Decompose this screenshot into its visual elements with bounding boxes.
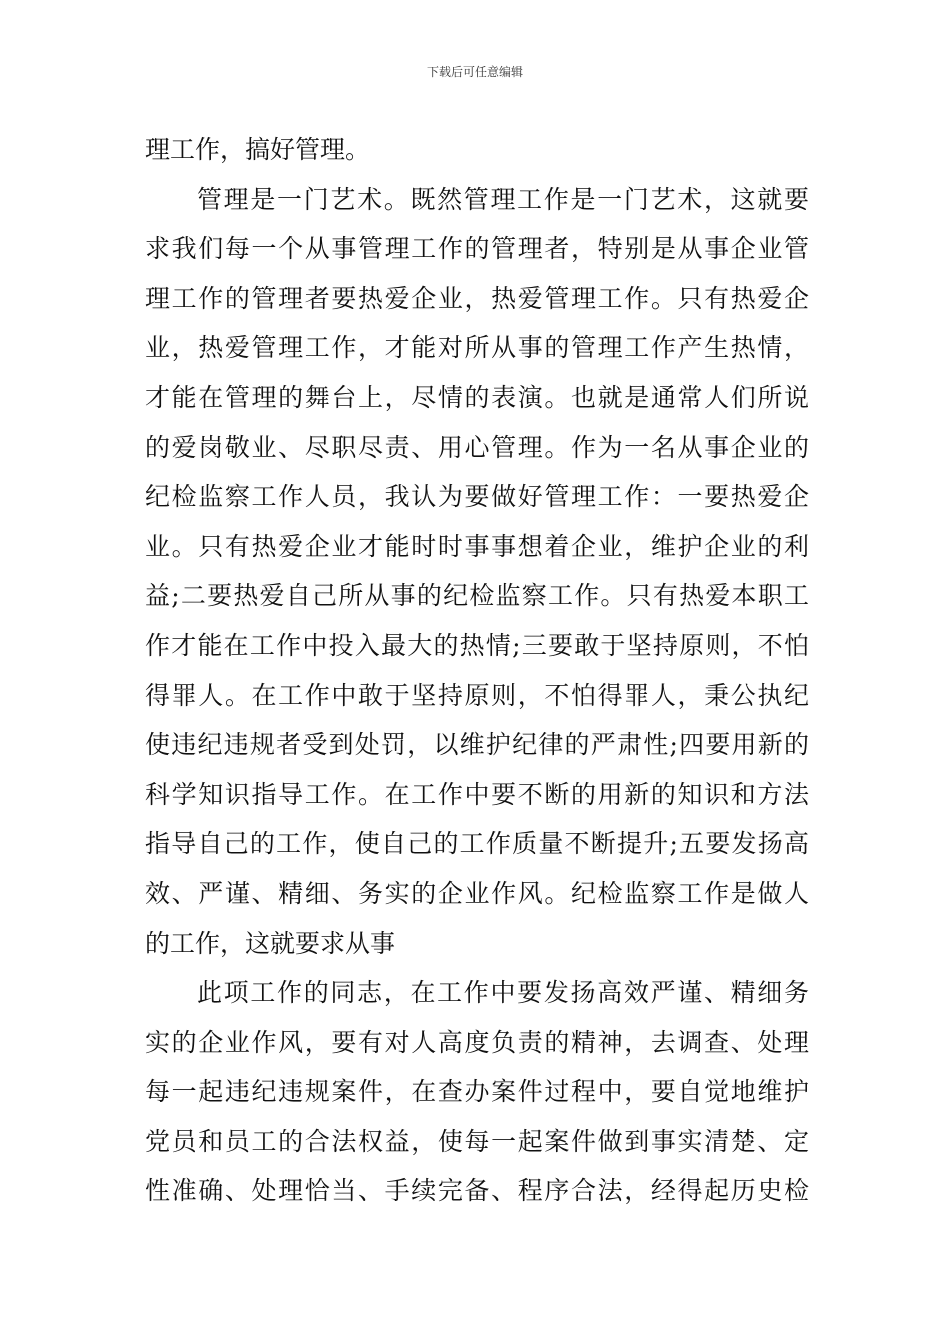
document-body <box>145 125 809 1216</box>
text-line: 理工作，搞好管理。 <box>145 135 371 164</box>
text-line: 才能在管理的舞台上，尽情的表演。也就是通常人们所说 <box>145 382 809 412</box>
text-line: 科学知识指导工作。在工作中要不断的用新的知识和方法 <box>145 779 809 809</box>
text-line: 使违纪违规者受到处罚，以维护纪律的严肃性;四要用新的 <box>145 730 809 760</box>
text-line: 党员和员工的合法权益，使每一起案件做到事实清楚、定 <box>145 1126 809 1156</box>
text-line: 求我们每一个从事管理工作的管理者，特别是从事企业管 <box>145 234 809 264</box>
text-line: 的工作，这就要求从事 <box>145 928 396 958</box>
text-line: 实的企业作风，要有对人高度负责的精神，去调查、处理 <box>145 1027 809 1057</box>
text-line: 得罪人。在工作中敢于坚持原则，不怕得罪人，秉公执纪 <box>145 680 809 710</box>
text-line: 效、严谨、精细、务实的企业作风。纪检监察工作是做人 <box>145 878 809 908</box>
text-line: 作才能在工作中投入最大的热情;三要敢于坚持原则，不怕 <box>145 630 809 660</box>
text-line: 性准确、处理恰当、手续完备、程序合法，经得起历史检 <box>145 1176 809 1206</box>
paragraph-start-line: 管理是一门艺术。既然管理工作是一门艺术，这就要 <box>197 184 809 214</box>
paragraph-start-line: 此项工作的同志，在工作中要发扬高效严谨、精细务 <box>197 978 809 1008</box>
text-line: 业，热爱管理工作，才能对所从事的管理工作产生热情， <box>145 333 809 363</box>
page-header: 下载后可任意编辑 <box>426 65 523 79</box>
text-line: 纪检监察工作人员，我认为要做好管理工作：一要热爱企 <box>145 482 809 512</box>
text-line: 的爱岗敬业、尽职尽责、用心管理。作为一名从事企业的 <box>145 432 809 462</box>
text-line: 益;二要热爱自己所从事的纪检监察工作。只有热爱本职工 <box>145 581 809 611</box>
text-line: 每一起违纪违规案件，在查办案件过程中，要自觉地维护 <box>145 1077 809 1107</box>
text-line: 业。只有热爱企业才能时时事事想着企业，维护企业的利 <box>145 531 809 561</box>
text-line: 指导自己的工作，使自己的工作质量不断提升;五要发扬高 <box>145 829 809 859</box>
text-line: 理工作的管理者要热爱企业，热爱管理工作。只有热爱企 <box>145 283 809 313</box>
